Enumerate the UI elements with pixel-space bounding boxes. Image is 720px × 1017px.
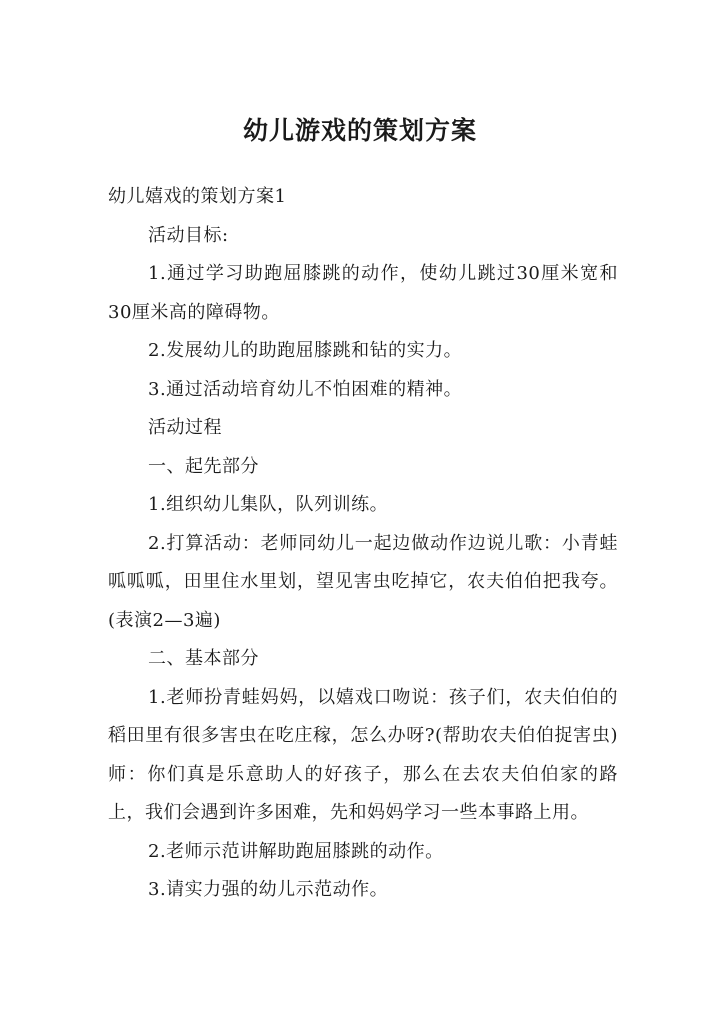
paragraph-goal-2: 2.发展幼儿的助跑屈膝跳和钻的实力。 [148,340,463,361]
paragraph-goal-1: 1.通过学习助跑屈膝跳的动作，使幼儿跳过30厘米宽和30厘米高的障碍物。 [108,263,618,323]
paragraph-part-one-step-2: 2.打算活动：老师同幼儿一起边做动作边说儿歌：小青蛙呱呱呱，田里住水里划，望见害虫吃掉它，农夫伯伯把我夸。(表演2—3遍) [108,532,618,631]
paragraph-activity-process: 活动过程 [148,417,222,438]
paragraph-part-one-heading: 一、起先部分 [148,455,259,477]
document-title: 幼儿游戏的策划方案 [242,116,477,145]
paragraph-part-two-heading: 二、基本部分 [148,648,259,669]
paragraph-part-two-step-2: 2.老师示范讲解助跑屈膝跳的动作。 [148,840,444,862]
section-heading: 幼儿嬉戏的策划方案1 [108,186,287,207]
paragraph-activity-goals: 活动目标: [148,224,229,246]
paragraph-part-two-step-1: 1.老师扮青蛙妈妈，以嬉戏口吻说：孩子们，农夫伯伯的稻田里有很多害虫在吃庄稼，怎么办呀?(帮助农夫伯伯捉害虫)师：你们真是乐意助人的好孩子，那么在去农夫伯伯家的路上，我们会遇到许多困难，先和妈妈学习一些本事路上用。 [108,686,618,823]
document-body [108,178,618,910]
paragraph-part-one-step-1: 1.组织幼儿集队，队列训练。 [148,494,389,515]
paragraph-part-two-step-3: 3.请实力强的幼儿示范动作。 [148,879,389,900]
paragraph-goal-3: 3.通过活动培育幼儿不怕困难的精神。 [148,378,463,400]
